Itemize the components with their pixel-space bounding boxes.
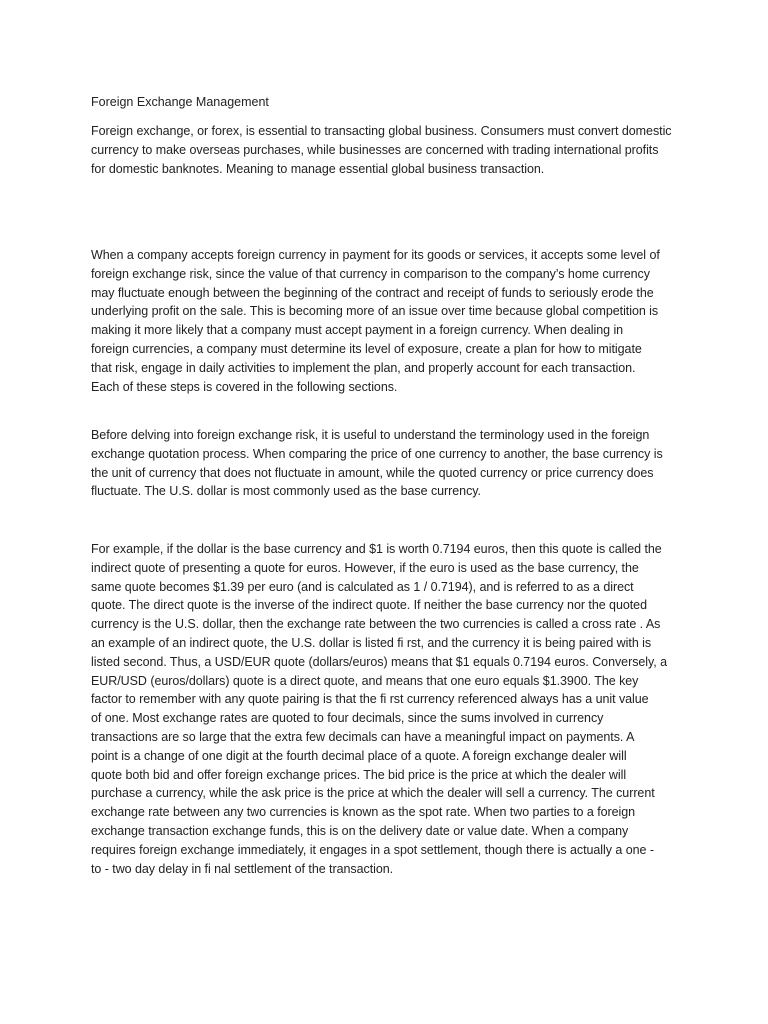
- text-line: same quote becomes $1.39 per euro (and is calculated as 1 / 0.7194), and is referred to as a direct: [91, 579, 634, 594]
- text-line: foreign exchange risk, since the value of that currency in comparison to the company’s home currency: [91, 266, 650, 281]
- text-line: exchange quotation process. When comparing the price of one currency to another, the base currency is: [91, 446, 663, 461]
- text-line: listed second. Thus, a USD/EUR quote (dollars/euros) means that $1 equals 0.7194 euros. Conversely, a: [91, 654, 668, 669]
- text-line: underlying profit on the sale. This is becoming more of an issue over time because global competition is: [91, 304, 659, 319]
- text-line: that risk, engage in daily activities to implement the plan, and properly account for each transaction.: [91, 360, 636, 375]
- text-line: exchange transaction exchange funds, this is on the delivery date or value date. When a company: [91, 823, 629, 838]
- text-line: currency to make overseas purchases, while businesses are concerned with trading international profits: [91, 142, 659, 157]
- paragraph-quote-example: [91, 540, 681, 878]
- text-line: fluctuate. The U.S. dollar is most commonly used as the base currency.: [91, 484, 481, 499]
- text-line: Before delving into foreign exchange risk, it is useful to understand the terminology used in the foreign: [91, 428, 650, 442]
- text-line: EUR/USD (euros/dollars) quote is a direct quote, and means that one euro equals $1.3900. The key: [91, 673, 639, 688]
- text-line: For example, if the dollar is the base currency and $1 is worth 0.7194 euros, then this quote is called the: [91, 542, 662, 556]
- text-line: quote both bid and offer foreign exchange prices. The bid price is the price at which the dealer will: [91, 767, 627, 782]
- text-line: factor to remember with any quote pairing is that the fi rst currency referenced always has a unit value: [91, 692, 649, 707]
- text-line: for domestic banknotes. Meaning to manage essential global business transaction.: [91, 161, 545, 176]
- text-line: quote. The direct quote is the inverse of the indirect quote. If neither the base currency nor the quoted: [91, 598, 647, 613]
- text-line: foreign currencies, a company must determine its level of exposure, create a plan for how to mitigate: [91, 341, 642, 356]
- text-line: an example of an indirect quote, the U.S. dollar is listed fi rst, and the currency it is being paired with is: [91, 635, 652, 650]
- paragraph-currency-risk: [91, 246, 681, 396]
- text-line: purchase a currency, while the ask price is the price at which the dealer will sell a currency. The current: [91, 786, 655, 801]
- text-line: requires foreign exchange immediately, it engages in a spot settlement, though there is actually a one -: [91, 842, 654, 857]
- text-line: Foreign exchange, or forex, is essential to transacting global business. Consumers must convert domestic: [91, 124, 672, 138]
- text-line: point is a change of one digit at the fourth decimal place of a quote. A foreign exchange dealer will: [91, 748, 627, 763]
- paragraph-quotation-terminology: [91, 426, 681, 501]
- document-title: Foreign Exchange Management: [91, 95, 269, 109]
- text-line: may fluctuate enough between the beginning of the contract and receipt of funds to seriously erode the: [91, 285, 654, 300]
- text-line: transactions are so large that the extra few decimals can have a meaningful impact on payments. A: [91, 729, 635, 744]
- paragraph-forex-intro: [91, 122, 681, 178]
- text-line: of one. Most exchange rates are quoted to four decimals, since the sums involved in currency: [91, 711, 604, 726]
- text-line: making it more likely that a company must accept payment in a foreign currency. When dealing in: [91, 323, 624, 338]
- text-line: exchange rate between any two currencies is known as the spot rate. When two parties to a foreign: [91, 805, 636, 820]
- text-line: the unit of currency that does not fluctuate in amount, while the quoted currency or price currency does: [91, 465, 654, 480]
- text-line: When a company accepts foreign currency in payment for its goods or services, it accepts some level of: [91, 248, 660, 262]
- text-line: currency is the U.S. dollar, then the exchange rate between the two currencies is called a cross rate . As: [91, 617, 661, 632]
- text-line: Each of these steps is covered in the following sections.: [91, 379, 398, 394]
- text-line: indirect quote of presenting a quote for euros. However, if the euro is used as the base currency, the: [91, 560, 639, 575]
- text-line: to - two day delay in fi nal settlement of the transaction.: [91, 861, 394, 876]
